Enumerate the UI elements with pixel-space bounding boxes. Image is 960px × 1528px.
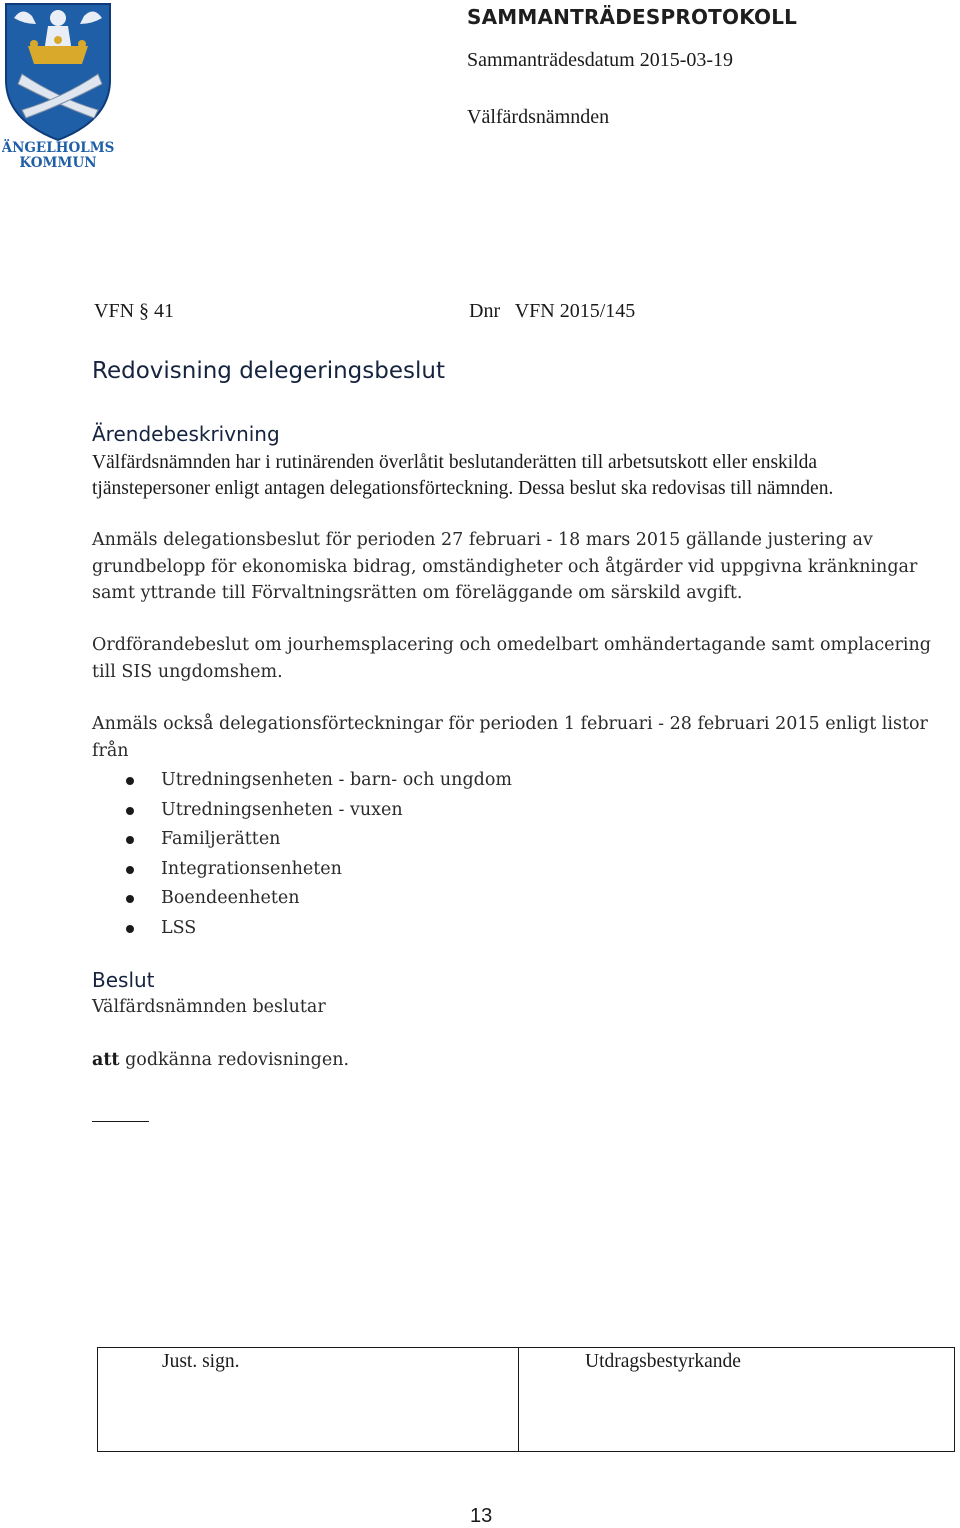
list-item-label: Utredningsenheten - vuxen xyxy=(161,799,403,820)
case-title: Redovisning delegeringsbeslut xyxy=(92,358,445,384)
signature-divider xyxy=(518,1347,519,1452)
bullet-icon xyxy=(126,895,134,903)
protocol-title: SAMMANTRÄDESPROTOKOLL xyxy=(467,5,798,29)
list-item xyxy=(92,825,512,855)
paragraph-reference: VFN § 41 xyxy=(94,300,175,322)
intro-line: tjänstepersoner enligt antagen delegationsförteckning. Dessa beslut ska redovisas till nämnden. xyxy=(92,478,834,499)
paragraph-line: till SIS ungdomshem. xyxy=(92,661,283,682)
decision-intro: Välfärdsnämnden beslutar xyxy=(92,997,326,1017)
list-item-label: LSS xyxy=(161,917,197,938)
decision-text: godkänna redovisningen. xyxy=(119,1050,350,1070)
svg-text:ÄNGELHOLMS: ÄNGELHOLMS xyxy=(2,140,114,156)
bullet-icon xyxy=(126,807,134,815)
intro-line: Välfärdsnämnden har i rutinärenden överlåtit beslutanderätten till arbetsutskott eller enskilda xyxy=(92,452,818,473)
bullet-icon xyxy=(126,777,134,785)
list-item xyxy=(92,855,512,885)
municipality-logo xyxy=(2,2,114,172)
svg-text:KOMMUN: KOMMUN xyxy=(19,155,97,171)
list-item-label: Familjerätten xyxy=(161,829,281,850)
bullet-icon xyxy=(126,925,134,933)
decision-heading: Beslut xyxy=(92,968,155,992)
meeting-date: Sammanträdesdatum 2015-03-19 xyxy=(467,49,734,71)
paragraph-line: Anmäls också delegationsförteckningar för perioden 1 februari - 28 februari 2015 enligt listor xyxy=(92,714,928,734)
paragraph-line: från xyxy=(92,740,129,761)
coat-of-arms-icon xyxy=(2,2,114,172)
page-number: 13 xyxy=(470,1505,493,1527)
paragraph-line: Anmäls delegationsbeslut för perioden 27 februari - 18 mars 2015 gällande justering av xyxy=(92,530,873,550)
committee-name: Välfärdsnämnden xyxy=(467,106,610,128)
list-item xyxy=(92,766,512,796)
paragraph-line: grundbelopp för ekonomiska bidrag, omständigheter och åtgärder vid uppgivna kränkningar xyxy=(92,556,918,577)
decision-clause xyxy=(92,1047,947,1074)
lists-paragraph xyxy=(92,711,947,764)
paragraph-line: samt yttrande till Förvaltningsrätten om föreläggande om särskild avgift. xyxy=(92,583,743,603)
paragraph-line: Ordförandebeslut om jourhemsplacering och omedelbart omhändertagande samt omplacering xyxy=(92,635,931,655)
section-end-rule xyxy=(92,1121,149,1122)
list-item-label: Boendeenheten xyxy=(161,888,300,909)
bullet-icon xyxy=(126,836,134,844)
intro-paragraph xyxy=(92,450,947,502)
list-item-label: Integrationsenheten xyxy=(161,858,342,879)
att-keyword: att xyxy=(92,1050,120,1070)
list-item xyxy=(92,914,512,944)
extract-certification-label: Utdragsbestyrkande xyxy=(585,1351,741,1372)
delegation-paragraph xyxy=(92,527,947,607)
bullet-icon xyxy=(126,866,134,874)
registration-number: Dnr VFN 2015/145 xyxy=(469,300,636,322)
adjuster-signature-label: Just. sign. xyxy=(162,1351,240,1372)
description-heading: Ärendebeskrivning xyxy=(92,422,280,446)
unit-list xyxy=(92,766,512,944)
list-item-label: Utredningsenheten - barn- och ungdom xyxy=(161,770,512,790)
list-item xyxy=(92,796,512,826)
list-item xyxy=(92,884,512,914)
chair-decision-paragraph xyxy=(92,632,947,685)
